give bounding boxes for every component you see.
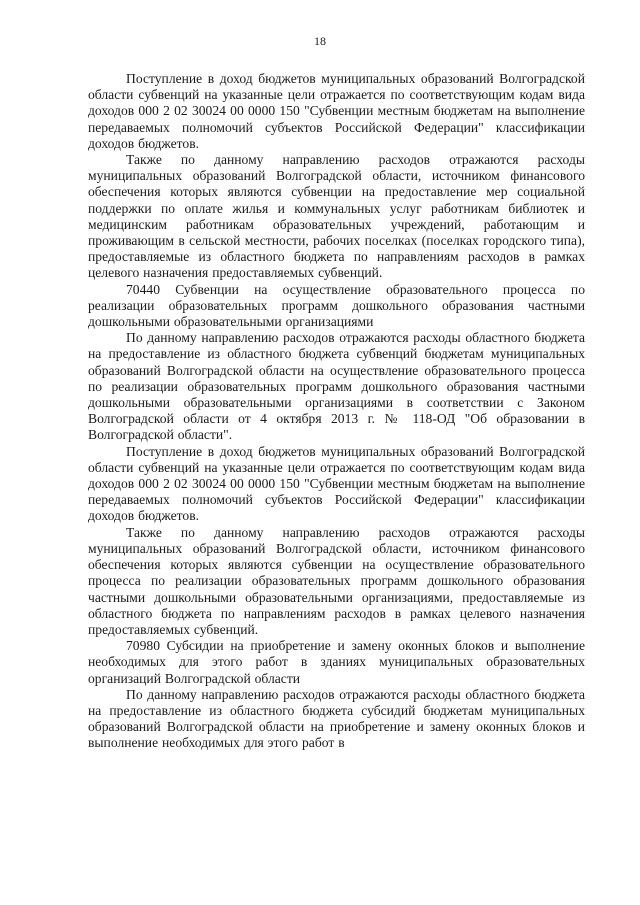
paragraph-social-support-expenses: Также по данному направлению расходов отражаются расходы муниципальных образований Волгоградской области, источником финансового обеспечения которых являются субвенции на предоставление мер социальной поддержки по оплате жилья и коммунальных услуг работникам библиотек и медицинским работникам образовательных учреждений, работающим и проживающим в сельской местности, рабочих поселках (поселках городского типа), предоставляемые из областного бюджета по направлениям расходов в рамках целевого назначения предоставляемых субвенций. [88,152,585,281]
paragraph-subvention-income: Поступление в доход бюджетов муниципальных образований Волгоградской области субвенций на указанные цели отражается по соответствующим кодам вида доходов 000 2 02 30024 00 0000 150 "Субвенции местным бюджетам на выполнение передаваемых полномочий субъектов Российской Федерации" классификации доходов бюджетов. [88,71,585,151]
page-number: 18 [314,34,326,48]
paragraph-70980-description: По данному направлению расходов отражаются расходы областного бюджета на предоставление из областного бюджета субсидий бюджетам муниципальных образований Волгоградской области на приобретение и замену оконных блоков и выполнение необходимых для этого работ в [88,686,585,751]
document-body [88,71,585,752]
paragraph-70440-income: Поступление в доход бюджетов муниципальных образований Волгоградской области субвенций на указанные цели отражается по соответствующим кодам вида доходов 000 2 02 30024 00 0000 150 "Субвенции местным бюджетам на выполнение передаваемых полномочий субъектов Российской Федерации" классификации доходов бюджетов. [88,443,585,524]
section-heading-70440: 70440 Субвенции на осуществление образовательного процесса по реализации образовательных программ дошкольного образования частными дошкольными образовательными организациями [88,281,585,330]
paragraph-70440-description: По данному направлению расходов отражаются расходы областного бюджета на предоставление из областного бюджета субвенций бюджетам муниципальных образований Волгоградской области на осуществление образовательного процесса по реализации образовательных программ дошкольного образования частными дошкольными образовательными организациями в соответствии с Законом Волгоградской области от 4 октября 2013 г. № 118-ОД "Об образовании в Волгоградской области". [88,330,585,443]
paragraph-70440-municipal-expenses: Также по данному направлению расходов отражаются расходы муниципальных образований Волгоградской области, источником финансового обеспечения которых являются субвенции на осуществление образовательного процесса по реализации образовательных программ дошкольного образования частными дошкольными образовательными организациями, предоставляемые из областного бюджета по направлениям расходов в рамках целевого назначения предоставляемых субвенций. [88,524,585,637]
section-heading-70980: 70980 Субсидии на приобретение и замену оконных блоков и выполнение необходимых для этого работ в зданиях муниципальных образовательных организаций Волгоградской области [88,638,585,686]
